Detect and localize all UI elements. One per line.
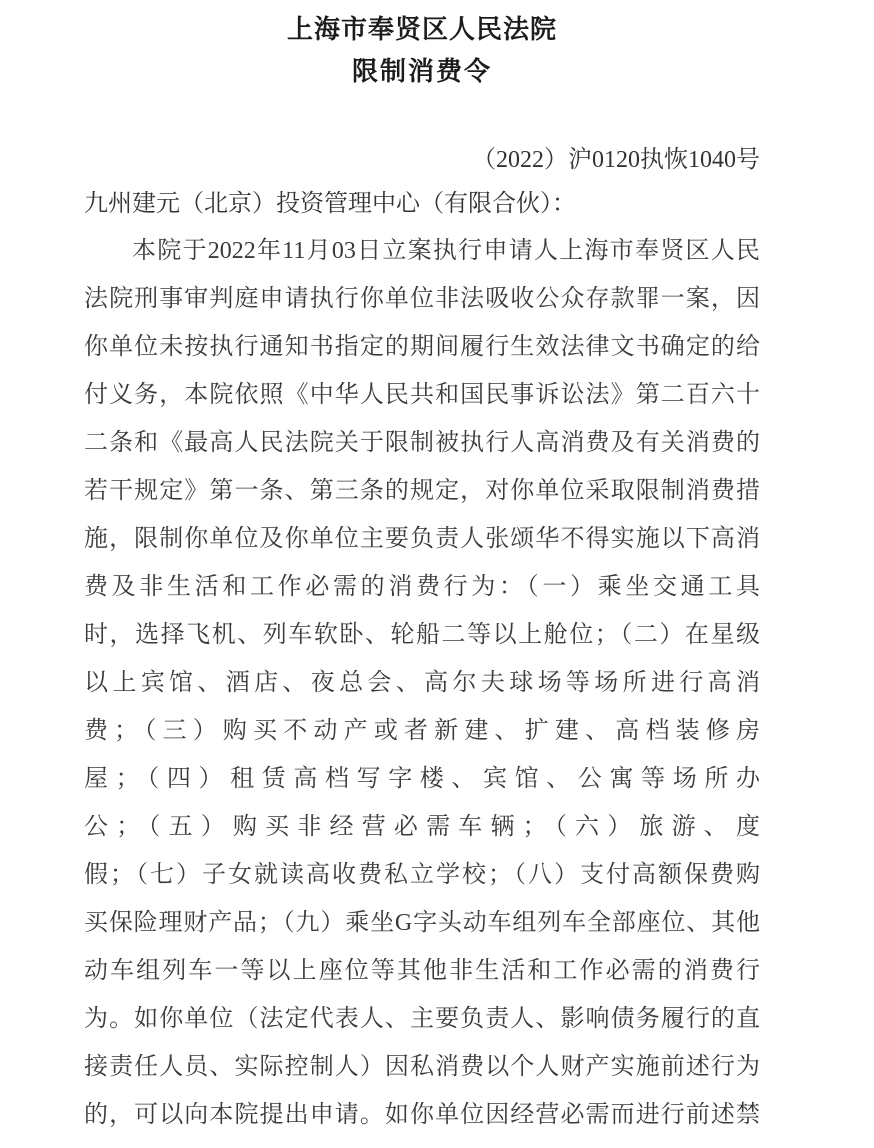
body-line: 动车组列车一等以上座位等其他非生活和工作必需的消费行 — [84, 958, 760, 984]
body-line: 付义务，本院依照《中华人民共和国民事诉讼法》第二百六十 — [84, 382, 760, 408]
body-line: 假；（七）子女就读高收费私立学校；（八）支付高额保费购 — [84, 862, 760, 888]
case-number: （2022）沪0120执恢1040号 — [472, 147, 760, 173]
body-line: 二条和《最高人民法院关于限制被执行人高消费及有关消费的 — [84, 430, 760, 456]
document-title: 限制消费令 — [351, 57, 492, 86]
body-line: 为。如你单位（法定代表人、主要负责人、影响债务履行的直 — [84, 1006, 760, 1032]
body-line: 屋；（四）租赁高档写字楼、宾馆、公寓等场所办 — [84, 766, 760, 792]
body-line: 法院刑事审判庭申请执行你单位非法吸收公众存款罪一案，因 — [84, 286, 760, 312]
body-line: 时，选择飞机、列车软卧、轮船二等以上舱位；（二）在星级 — [84, 622, 760, 648]
body-line: 的，可以向本院提出申请。如你单位因经营必需而进行前述禁 — [84, 1102, 760, 1128]
body-line: 以上宾馆、酒店、夜总会、高尔夫球场等场所进行高消 — [84, 670, 760, 696]
body-line: 公；（五）购买非经营必需车辆；（六）旅游、度 — [84, 814, 760, 840]
body-line: 施，限制你单位及你单位主要负责人张颂华不得实施以下高消 — [84, 526, 760, 552]
body-line: 买保险理财产品；（九）乘坐G字头动车组列车全部座位、其他 — [84, 910, 760, 936]
document-body — [84, 227, 760, 1139]
court-name-title: 上海市奉贤区人民法院 — [286, 15, 557, 44]
body-line: 若干规定》第一条、第三条的规定，对你单位采取限制消费措 — [84, 478, 760, 504]
body-line: 费及非生活和工作必需的消费行为：（一）乘坐交通工具 — [84, 574, 760, 600]
addressee-line: 九州建元（北京）投资管理中心（有限合伙）： — [84, 191, 576, 217]
body-line: 本院于2022年11月03日立案执行申请人上海市奉贤区人民 — [132, 238, 760, 264]
body-line: 接责任人员、实际控制人）因私消费以个人财产实施前述行为 — [84, 1054, 760, 1080]
body-line: 你单位未按执行通知书指定的期间履行生效法律文书确定的给 — [84, 334, 760, 360]
body-line: 费；（三）购买不动产或者新建、扩建、高档装修房 — [84, 718, 760, 744]
